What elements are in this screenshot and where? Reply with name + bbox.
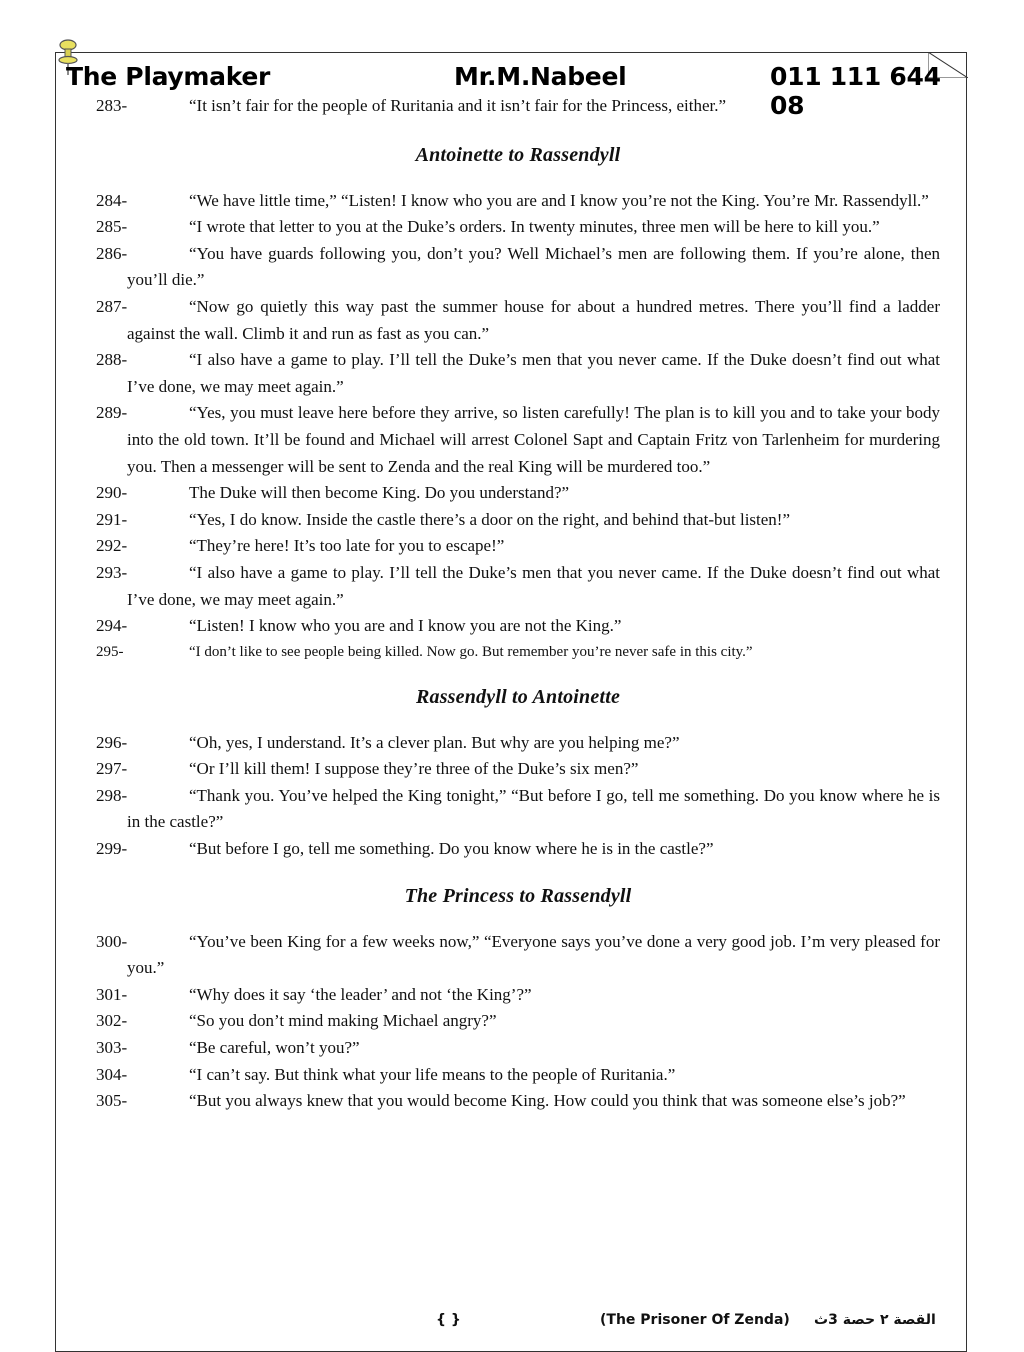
quote-text: “I can’t say. But think what your life means to the people of Ruritania.” xyxy=(189,1064,676,1084)
line-number: 297- xyxy=(96,759,128,779)
line-number: 304- xyxy=(96,1064,128,1084)
footer-book-title: (The Prisoner Of Zenda) xyxy=(600,1312,790,1328)
quote-text: “Be careful, won’t you?” xyxy=(189,1038,360,1058)
line-number: 285- xyxy=(96,217,128,237)
quote-text: “Oh, yes, I understand. It’s a clever plan. But why are you helping me?” xyxy=(189,732,680,752)
quote-line xyxy=(96,480,940,507)
quote-text: “It isn’t fair for the people of Ruritania and it isn’t fair for the Princess, either.” xyxy=(189,96,727,115)
line-number: 302- xyxy=(96,1011,128,1031)
quote-line xyxy=(96,294,940,347)
line-number: 303- xyxy=(96,1038,128,1058)
quote-text: “I don’t like to see people being killed. Now go. But remember you’re never safe in this city.” xyxy=(189,643,753,660)
line-number: 305- xyxy=(96,1091,128,1111)
line-number: 298- xyxy=(96,785,128,805)
quote-line xyxy=(96,1035,940,1062)
line-number: 301- xyxy=(96,984,128,1004)
line-number: 286- xyxy=(96,243,128,263)
quote-text: “They’re here! It’s too late for you to escape!” xyxy=(189,536,505,556)
line-number: 287- xyxy=(96,296,128,316)
quote-line xyxy=(96,1062,940,1089)
quote-line xyxy=(96,188,940,215)
header-brand: The Playmaker xyxy=(66,62,271,91)
quote-text: “You have guards following you, don’t you? Well Michael’s men are following them. If you’re alone, then you’ll die.” xyxy=(127,243,940,290)
section-heading: The Princess to Rassendyll xyxy=(404,884,632,907)
quote-line xyxy=(96,93,940,120)
header-phone: 011 111 644 08 xyxy=(770,62,941,120)
quote-text: “Why does it say ‘the leader’ and not ‘the King’?” xyxy=(189,984,532,1004)
line-number: 295- xyxy=(96,643,124,660)
line-number: 300- xyxy=(96,931,128,951)
quote-text: “But you always knew that you would become King. How could you think that was someone else’s job?” xyxy=(189,1091,906,1111)
quote-text: “I also have a game to play. I’ll tell the Duke’s men that you never came. If the Duke doesn’t find out what I’ve done, we may meet again.” xyxy=(127,562,940,609)
line-number: 283- xyxy=(96,96,128,115)
quote-text: “We have little time,” “Listen! I know who you are and I know you’re not the King. You’re Mr. Rassendyll.” xyxy=(189,190,929,210)
footer-page-number: { } xyxy=(436,1312,461,1328)
line-number: 292- xyxy=(96,536,128,556)
line-number: 299- xyxy=(96,839,128,859)
line-number: 289- xyxy=(96,403,128,423)
quote-text: “But before I go, tell me something. Do you know where he is in the castle?” xyxy=(189,839,714,859)
quote-line xyxy=(96,560,940,613)
page-footer xyxy=(430,1312,970,1332)
quote-line xyxy=(96,400,940,480)
quote-text: “So you don’t mind making Michael angry?” xyxy=(189,1011,497,1031)
quote-text: “I wrote that letter to you at the Duke’s orders. In twenty minutes, three men will be here to kill you.” xyxy=(189,217,880,237)
section-heading: Rassendyll to Antoinette xyxy=(415,685,621,708)
line-number: 296- xyxy=(96,732,128,752)
quote-line xyxy=(96,214,940,241)
quote-line xyxy=(96,507,940,534)
quote-text: “You’ve been King for a few weeks now,” “Everyone says you’ve done a very good job. I’m very pleased for you.” xyxy=(127,931,940,978)
quote-line xyxy=(96,982,940,1009)
quote-text: “Yes, I do know. Inside the castle there’s a door on the right, and behind that-but listen!” xyxy=(189,509,791,529)
quote-text: “Now go quietly this way past the summer house for about a hundred metres. There you’ll find a ladder against the wall. Climb it and run as fast as you can.” xyxy=(127,296,940,343)
quote-line xyxy=(96,783,940,836)
quote-line xyxy=(96,241,940,294)
quote-line xyxy=(96,613,940,640)
line-number: 294- xyxy=(96,616,128,636)
quote-text: “Thank you. You’ve helped the King tonight,” “But before I go, tell me something. Do you know where he is in the castle?” xyxy=(127,785,940,832)
header-teacher-name: Mr.M.Nabeel xyxy=(454,62,627,91)
quote-text: “Yes, you must leave here before they arrive, so listen carefully! The plan is to kill you and to take your body into the old town. It’ll be found and Michael will arrest Colonel Sapt and Captain Fritz von Tarlenheim for murdering you. Then a messenger will be sent to Zenda and the real King will be murdered too.” xyxy=(127,403,940,476)
line-number: 293- xyxy=(96,562,128,582)
quote-text: “Or I’ll kill them! I suppose they’re three of the Duke’s six men?” xyxy=(189,759,639,779)
footer-arabic-label: القصة ٢ حصة 3ث xyxy=(814,1312,936,1328)
quote-line xyxy=(96,640,940,664)
quote-line xyxy=(96,1008,940,1035)
quote-line xyxy=(96,1088,940,1115)
line-number: 288- xyxy=(96,350,128,370)
quote-line xyxy=(96,347,940,400)
quote-list xyxy=(96,93,940,1115)
quote-text: “Listen! I know who you are and I know you are not the King.” xyxy=(189,616,622,636)
quote-text: The Duke will then become King. Do you understand?” xyxy=(189,483,570,503)
line-number: 290- xyxy=(96,483,128,503)
line-number: 284- xyxy=(96,190,128,210)
section-heading: Antoinette to Rassendyll xyxy=(415,143,621,166)
quote-line xyxy=(96,836,940,863)
line-number: 291- xyxy=(96,509,128,529)
quote-line xyxy=(96,929,940,982)
quote-line xyxy=(96,533,940,560)
quote-text: “I also have a game to play. I’ll tell the Duke’s men that you never came. If the Duke doesn’t find out what I’ve done, we may meet again.” xyxy=(127,350,940,396)
quote-line xyxy=(96,730,940,757)
quote-line xyxy=(96,756,940,783)
